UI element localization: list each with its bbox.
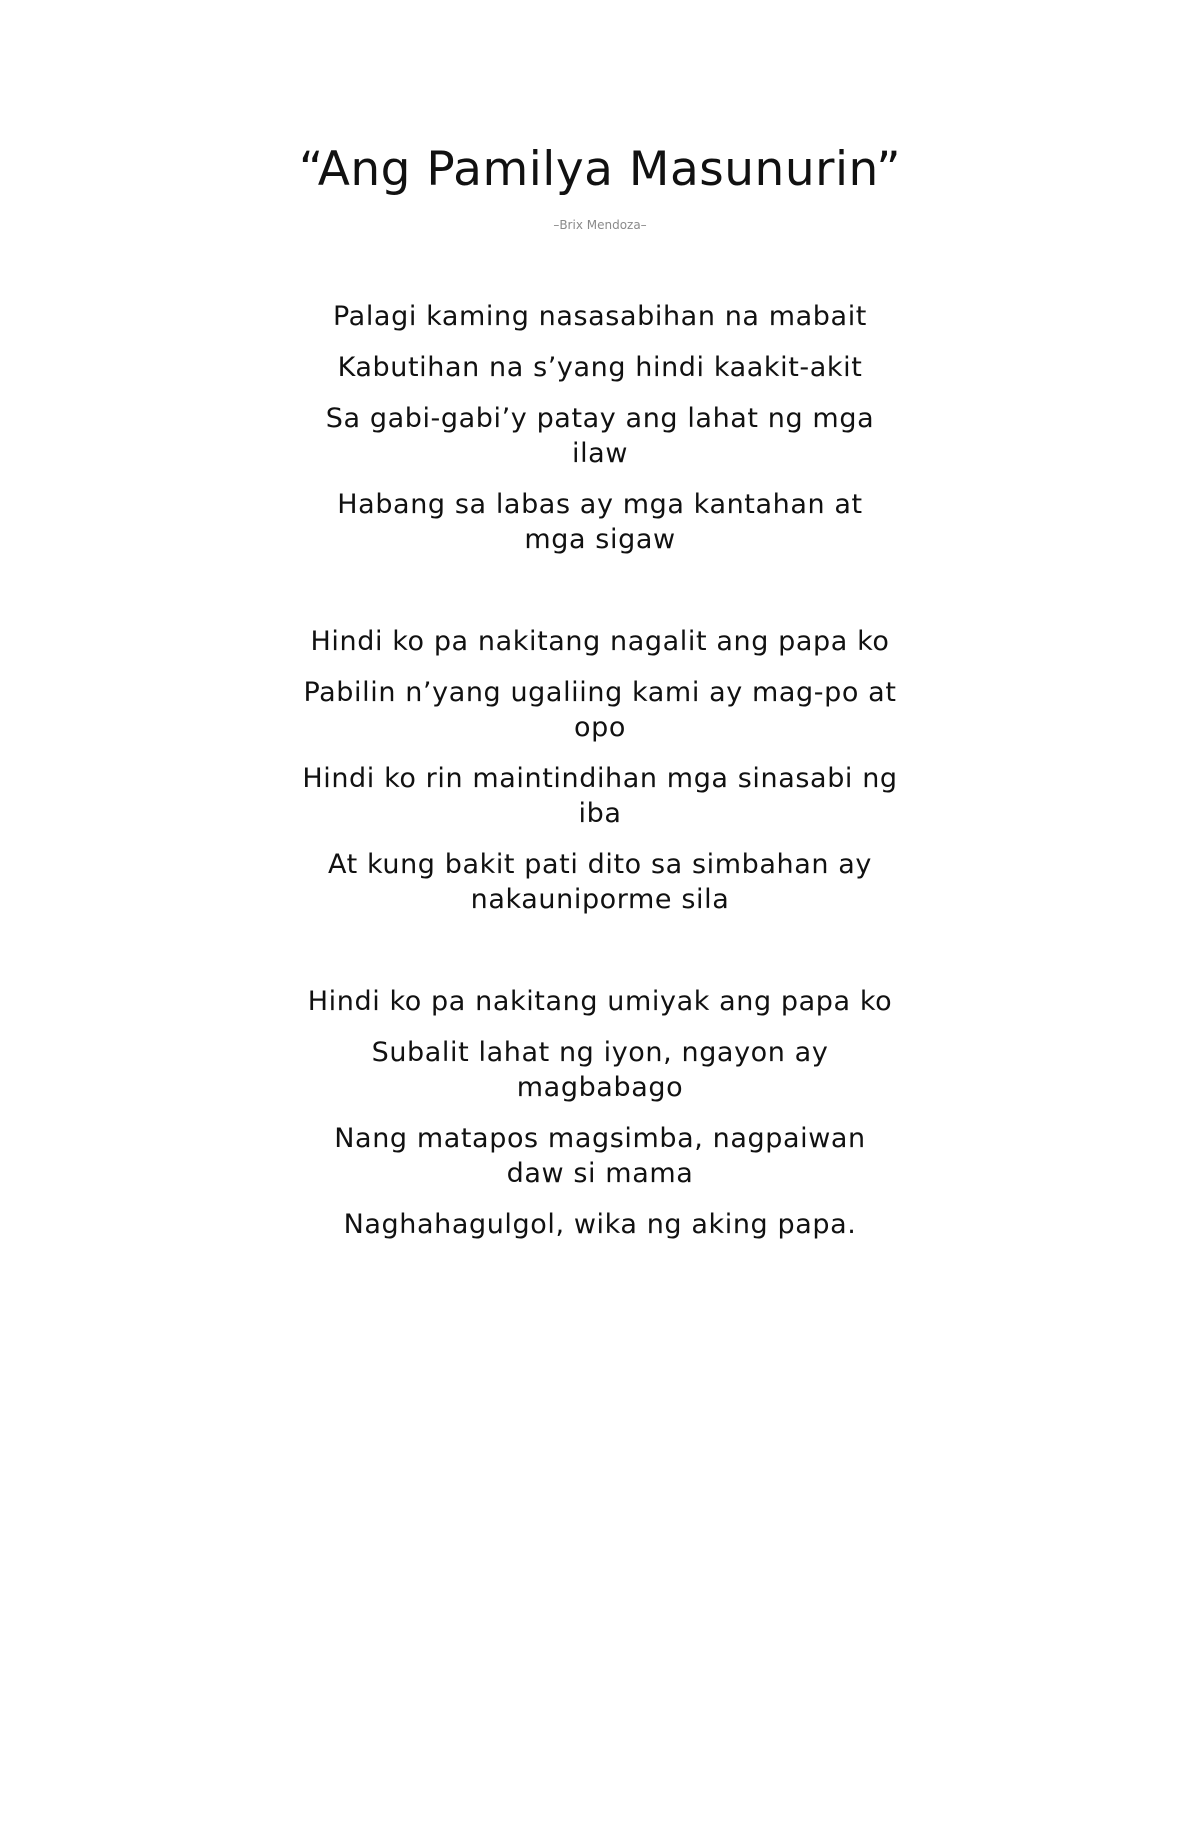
poem xyxy=(280,138,920,1242)
poem-line: At kung bakit pati dito sa simbahan ay nakauniporme sila xyxy=(327,849,872,915)
poem-line: Palagi kaming nasasabihan na mabait xyxy=(333,301,867,332)
poem-line: Kabutihan na s’yang hindi kaakit-akit xyxy=(337,352,863,383)
stanza xyxy=(280,299,920,557)
poem-line: Hindi ko rin maintindihan mga sinasabi ng iba xyxy=(302,763,898,829)
poem-line: Pabilin n’yang ugaliing kami ay mag-po at opo xyxy=(303,677,897,743)
poem-line: Sa gabi-gabi’y patay ang lahat ng mga ilaw xyxy=(325,403,875,469)
poem-line: Hindi ko pa nakitang nagalit ang papa ko xyxy=(310,626,890,657)
poem-title: “Ang Pamilya Masunurin” xyxy=(298,142,902,197)
poem-line: Subalit lahat ng iyon, ngayon ay magbabago xyxy=(371,1037,829,1103)
poem-line: Habang sa labas ay mga kantahan at mga sigaw xyxy=(337,489,863,555)
stanza xyxy=(280,984,920,1242)
poem-line: Naghahagulgol, wika ng aking papa. xyxy=(343,1209,857,1240)
poem-author: –Brix Mendoza– xyxy=(553,218,647,232)
poem-line: Nang matapos magsimba, nagpaiwan daw si mama xyxy=(334,1123,866,1189)
stanza xyxy=(280,624,920,917)
poem-line: Hindi ko pa nakitang umiyak ang papa ko xyxy=(307,986,893,1017)
